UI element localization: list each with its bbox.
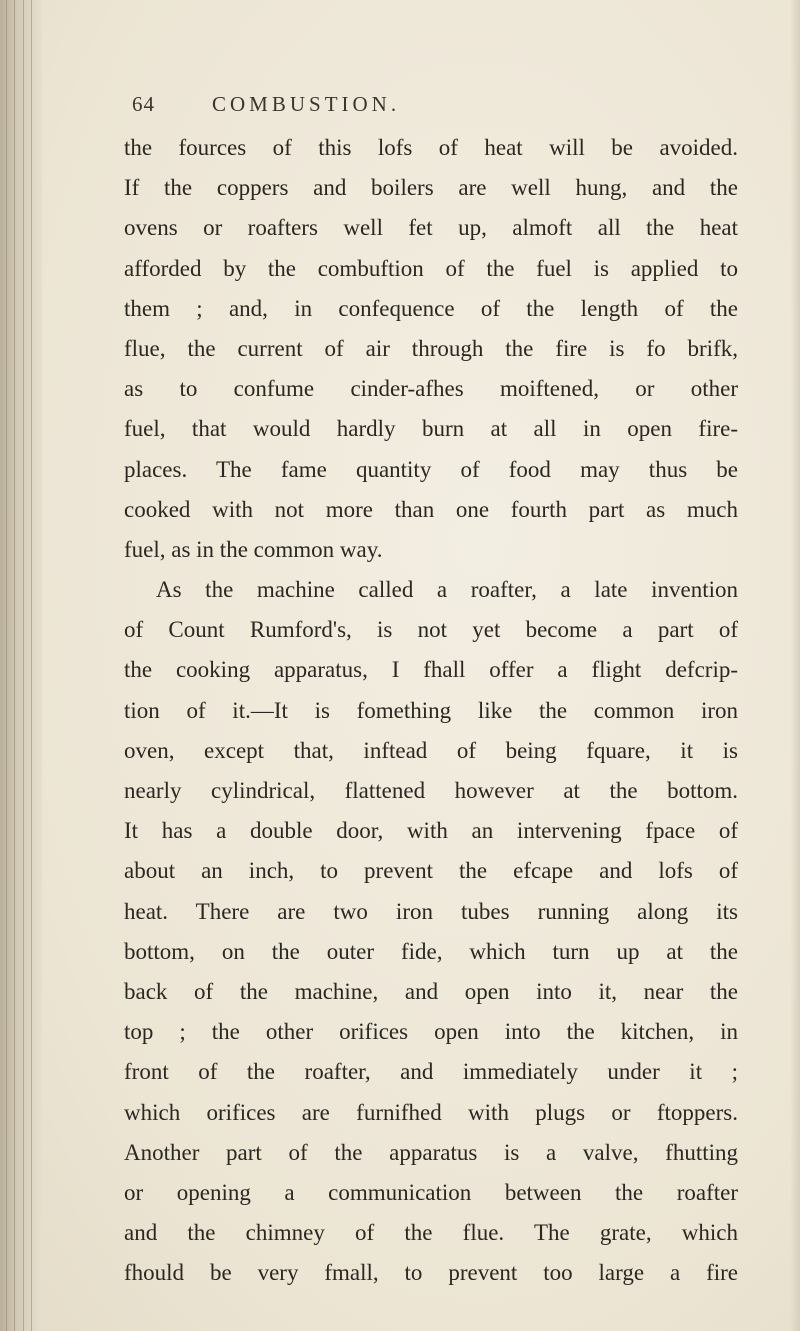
gutter-line <box>31 0 32 1331</box>
text-line: As the machine called a roafter, a late invention <box>156 577 738 603</box>
chapter-title: COMBUSTION. <box>212 92 401 116</box>
page-edge <box>790 0 800 1331</box>
text-line: of Count Rumford's, is not yet become a part of <box>124 617 738 643</box>
text-line: fhould be very fmall, to prevent too large a fire <box>124 1260 738 1286</box>
text-line: heat. There are two iron tubes running along its <box>124 898 738 924</box>
body-text <box>124 128 738 1293</box>
text-line: which orifices are furnifhed with plugs or ftoppers. <box>124 1099 738 1125</box>
text-line: ovens or roafters well fet up, almoft all the heat <box>124 215 738 241</box>
text-line: front of the roafter, and immediately under it ; <box>124 1059 738 1085</box>
text-line: oven, except that, inftead of being fquare, it is <box>124 737 738 763</box>
text-line: them ; and, in confequence of the length of the <box>124 295 738 321</box>
text-line: about an inch, to prevent the efcape and lofs of <box>124 858 738 884</box>
text-line: places. The fame quantity of food may thus be <box>124 456 738 482</box>
text-line: cooked with not more than one fourth part as much <box>124 496 738 522</box>
binding-gutter <box>0 0 42 1331</box>
text-line: flue, the current of air through the fire is fo brifk, <box>124 335 738 361</box>
text-line: fuel, as in the common way. <box>124 536 383 562</box>
text-line: afforded by the combuftion of the fuel is applied to <box>124 255 738 281</box>
text-line: back of the machine, and open into it, near the <box>124 978 738 1004</box>
page-number: 64 <box>132 92 155 116</box>
text-line: the cooking apparatus, I fhall offer a flight defcrip- <box>124 657 738 683</box>
text-line: Another part of the apparatus is a valve, fhutting <box>124 1139 738 1165</box>
gutter-line <box>14 0 15 1331</box>
gutter-line <box>23 0 24 1331</box>
text-line: tion of it.—It is fomething like the common iron <box>124 697 738 723</box>
gutter-line <box>6 0 7 1331</box>
text-line: and the chimney of the flue. The grate, which <box>124 1220 738 1246</box>
text-line: as to confume cinder-afhes moiftened, or other <box>124 376 738 402</box>
text-line: It has a double door, with an intervening fpace of <box>124 818 738 844</box>
text-line: top ; the other orifices open into the kitchen, in <box>124 1019 738 1045</box>
running-head <box>132 92 732 122</box>
text-line: nearly cylindrical, flattened however at the bottom. <box>124 778 738 803</box>
text-line: fuel, that would hardly burn at all in open fire- <box>124 416 738 442</box>
text-line: If the coppers and boilers are well hung, and the <box>124 175 738 201</box>
text-line: the fources of this lofs of heat will be avoided. <box>124 135 738 160</box>
text-line: or opening a communication between the roafter <box>124 1179 738 1205</box>
text-line: bottom, on the outer fide, which turn up at the <box>124 938 738 964</box>
